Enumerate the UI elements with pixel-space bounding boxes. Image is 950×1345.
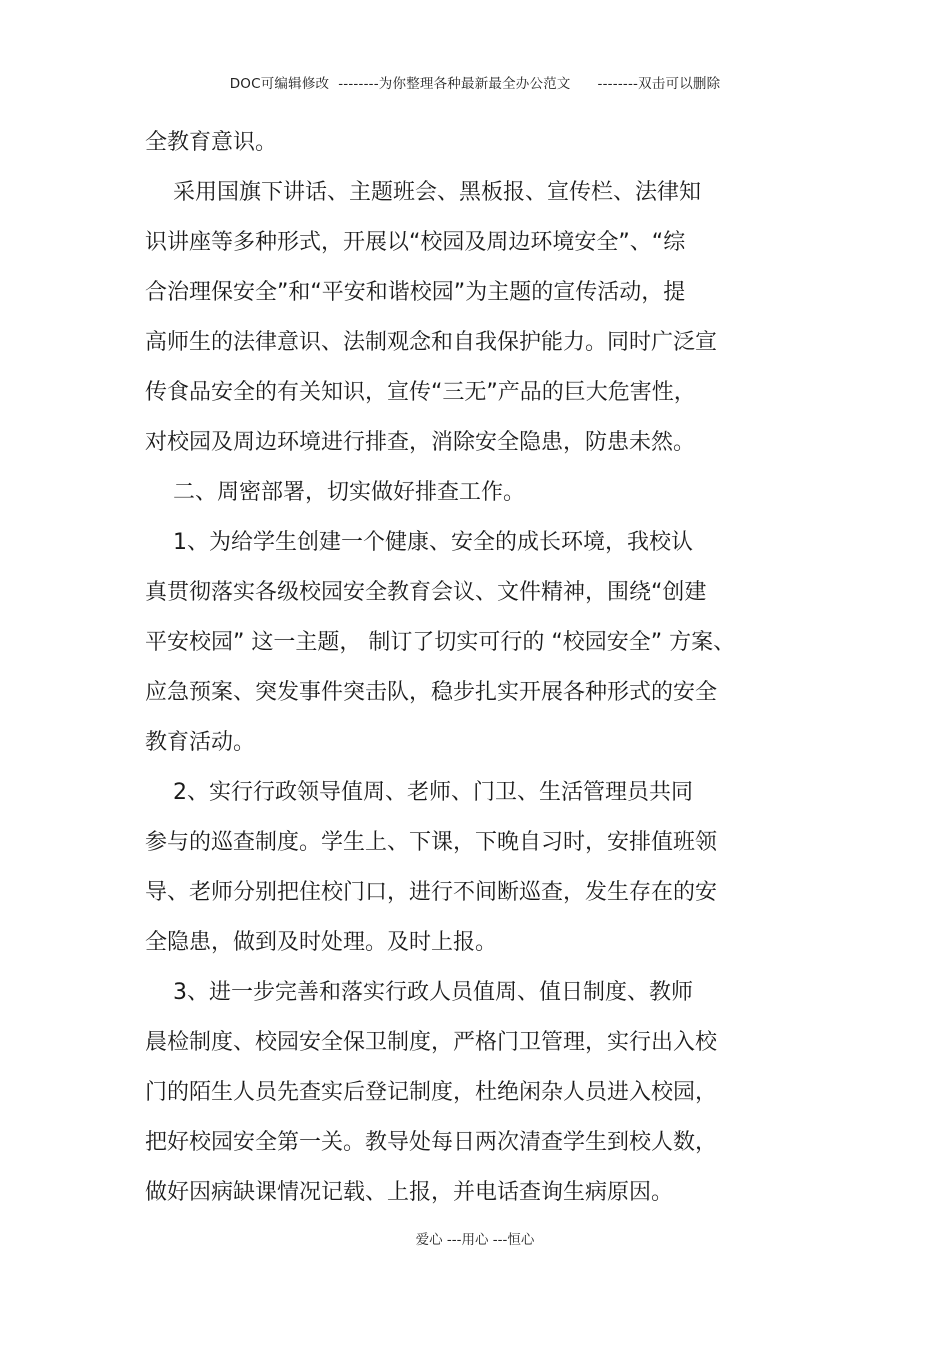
document-body: [145, 118, 825, 1218]
text-line: 合治理保安全”和“平安和谐校园”为主题的宣传活动，提: [145, 280, 686, 305]
text-line: 应急预案、突发事件突击队，稳步扎实开展各种形式的安全: [145, 680, 718, 705]
text-line: 3、进一步完善和落实行政人员值周、值日制度、教师: [145, 980, 693, 1005]
text-line: 高师生的法律意识、法制观念和自我保护能力。同时广泛宣: [145, 330, 718, 355]
text-line: 采用国旗下讲话、主题班会、黑板报、宣传栏、法律知: [145, 180, 701, 205]
text-line: 晨检制度、校园安全保卫制度，严格门卫管理，实行出入校: [145, 1030, 718, 1055]
text-line: 导、老师分别把住校门口，进行不间断巡查，发生存在的安: [145, 880, 718, 905]
page-footer: 爱心 ---用心 ---恒心: [415, 1232, 535, 1248]
text-line: 做好因病缺课情况记载、上报，并电话查询生病原因。: [145, 1180, 674, 1205]
text-line: 门的陌生人员先查实后登记制度，杜绝闲杂人员进入校园，: [145, 1080, 718, 1105]
text-line: 1、为给学生创建一个健康、安全的成长环境，我校认: [145, 530, 693, 555]
text-line: 真贯彻落实各级校园安全教育会议、文件精神，围绕“创建: [145, 580, 707, 605]
text-line: 平安校园” 这一主题， 制订了切实可行的 “校园安全” 方案、: [145, 630, 736, 655]
text-line: 对校园及周边环境进行排查，消除安全隐患，防患未然。: [145, 430, 696, 455]
text-line: 把好校园安全第一关。教导处每日两次清查学生到校人数，: [145, 1130, 718, 1155]
text-line: 全隐患，做到及时处理。及时上报。: [145, 930, 498, 955]
text-line: 全教育意识。: [145, 130, 278, 155]
text-line: 传食品安全的有关知识，宣传“三无”产品的巨大危害性，: [145, 380, 696, 405]
text-line: 参与的巡查制度。学生上、下课，下晚自习时，安排值班领: [145, 830, 718, 855]
text-line: 二、周密部署，切实做好排查工作。: [145, 480, 525, 505]
text-line: 教育活动。: [145, 730, 256, 755]
text-line: 2、实行行政领导值周、老师、门卫、生活管理员共同: [145, 780, 693, 805]
text-line: 识讲座等多种形式，开展以“校园及周边环境安全”、“综: [145, 230, 686, 255]
page-header: DOC可编辑修改 --------为你整理各种最新最全办公范文 --------双击可以删除: [229, 76, 721, 92]
